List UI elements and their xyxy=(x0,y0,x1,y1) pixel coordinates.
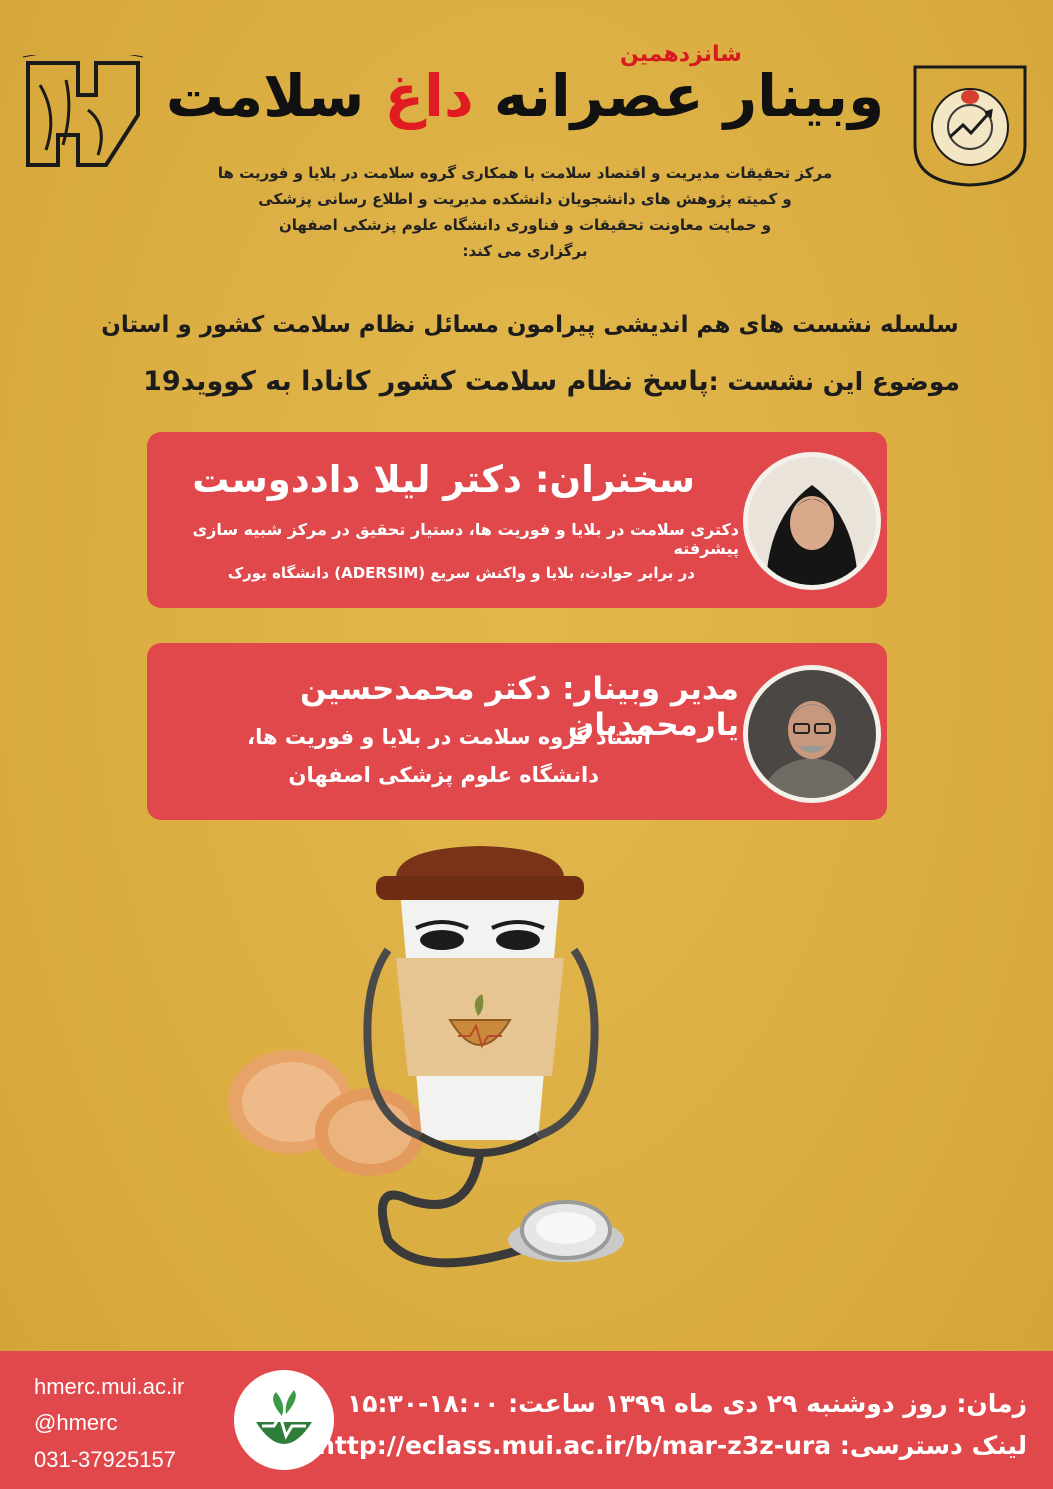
moderator-photo xyxy=(743,665,881,803)
title-part-1: وبینار عصرانه xyxy=(473,62,885,130)
access-link-url[interactable]: http://eclass.mui.ac.ir/b/mar-z3z-ura xyxy=(317,1431,832,1460)
topic-label: موضوع این نشست : xyxy=(708,367,960,396)
speaker-bio-line-1: دکتری سلامت در بلایا و فوریت ها، دستیار تحقیق در مرکز شبیه سازی پیشرفته xyxy=(192,520,739,558)
organizer-line: مرکز تحقیقات مدیریت و اقتصاد سلامت با همکاری گروه سلامت در بلایا و فوریت ها xyxy=(217,164,833,182)
edition-label: شانزدهمین xyxy=(620,42,742,67)
student-research-committee-logo xyxy=(18,55,148,190)
social-handle[interactable]: @hmerc xyxy=(34,1410,118,1435)
speaker-bio-line-2: در برابر حوادث، بلایا و واکنش سریع (ADERSIM) دانشگاه یورک xyxy=(227,564,695,582)
topic-value: پاسخ نظام سلامت کشور کانادا به کووید19 xyxy=(143,366,709,397)
moderator-bio-line-1: استاد گروه سلامت در بلایا و فوریت ها، xyxy=(247,725,651,749)
speaker-card xyxy=(147,432,887,608)
phone-number: 031-37925157 xyxy=(34,1447,176,1472)
coffee-cup-stethoscope-illustration xyxy=(220,840,700,1320)
session-topic xyxy=(60,366,960,397)
webinar-title xyxy=(160,62,890,130)
session-time: زمان: روز دوشنبه ۲۹ دی ماه ۱۳۹۹ ساعت: ۱۸:۰۰-۱۵:۳۰ xyxy=(346,1389,1027,1418)
title-accent: داغ xyxy=(384,62,474,130)
speaker-name: سخنران: دکتر لیلا داددوست xyxy=(192,458,695,501)
hmerc-seal-logo xyxy=(905,55,1035,190)
organizers-block xyxy=(200,160,850,264)
series-title: سلسله نشست های هم اندیشی پیرامون مسائل نظام سلامت کشور و استان xyxy=(101,312,959,338)
link-label: لینک دسترسی: xyxy=(831,1431,1027,1460)
title-part-2: سلامت xyxy=(165,62,385,130)
website-link[interactable]: hmerc.mui.ac.ir xyxy=(34,1374,185,1399)
moderator-card xyxy=(147,643,887,820)
organizer-line: برگزاری می کند: xyxy=(462,242,588,260)
organizer-line: و حمایت معاونت تحقیقات و فناوری دانشگاه علوم پزشکی اصفهان xyxy=(278,216,772,234)
moderator-name: مدیر وبینار: دکتر محمدحسین یارمحمدیان xyxy=(299,671,739,743)
speaker-photo xyxy=(743,452,881,590)
organizer-line: و کمیته پژوهش های دانشجویان دانشکده مدیریت و اطلاع رسانی پزشکی xyxy=(258,190,792,208)
access-link xyxy=(317,1431,1027,1460)
moderator-bio-line-2: دانشگاه علوم پزشکی اصفهان xyxy=(288,763,599,787)
footer-bar xyxy=(0,1351,1053,1489)
